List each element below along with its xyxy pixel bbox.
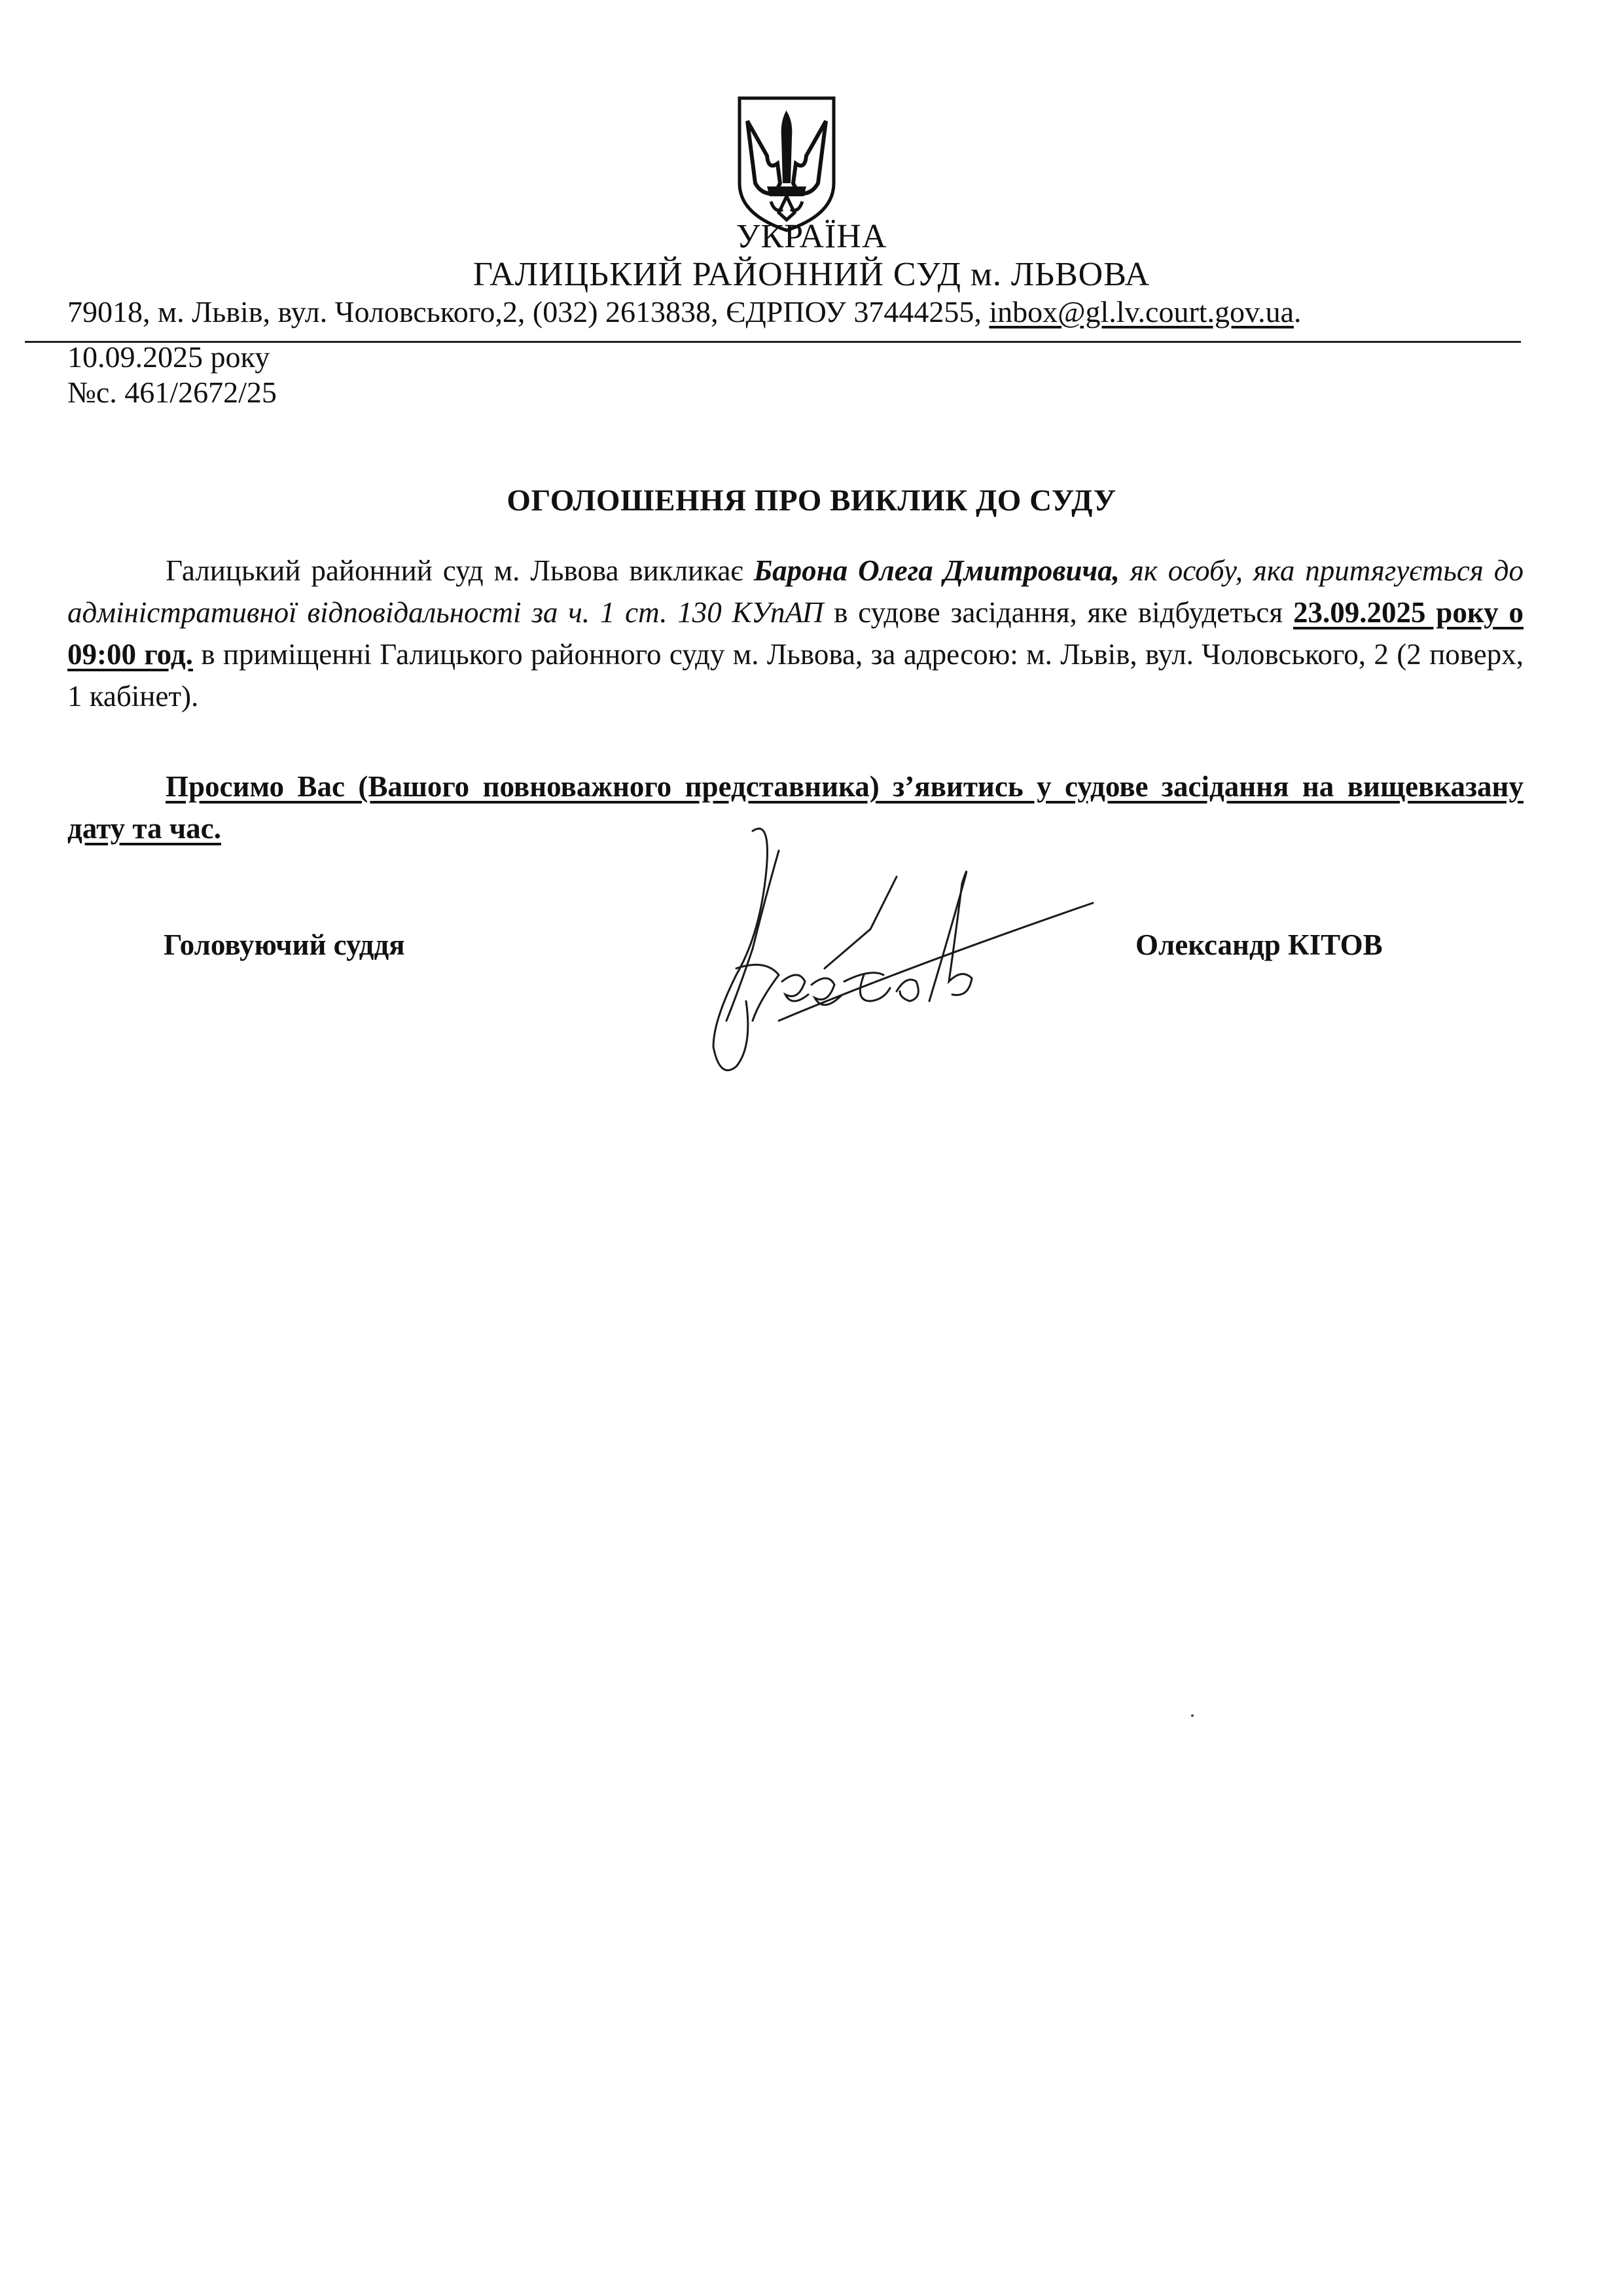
judge-name: Олександр КІТОВ [1135,928,1383,961]
summoned-person-name: Барона Олега Дмитровича, [753,554,1120,587]
p1-intro: Галицький районний суд м. Львова викликає [166,554,754,587]
p1-end: в приміщенні Галицького районного суду м. Львова, за адресою: м. Львів, вул. Чоловського, 2 (2 поверх, 1 кабінет). [67,638,1524,713]
summoned-person-role: як особу, яка притягується до адміністративної відповідальності за ч. 1 ст. 130 КУпАП [67,554,1524,629]
hearing-datetime: 23.09.2025 року о 09:00 год. [67,596,1524,671]
document-date: 10.09.2025 року [67,340,270,374]
p1-middle: в судове засідання, яке відбудеться [823,596,1293,629]
judge-label: Головуючий суддя [164,928,405,961]
address-end: . [1294,295,1302,328]
court-name: ГАЛИЦЬКИЙ РАЙОННИЙ СУД м. ЛЬВОВА [473,256,1150,293]
document-title: ОГОЛОШЕННЯ ПРО ВИКЛИК ДО СУДУ [507,484,1116,518]
summons-paragraph [67,550,1524,717]
scan-speck [1191,1714,1194,1717]
court-address-line [67,294,1560,329]
handwritten-signature [674,805,1106,1093]
case-number: №с. 461/2672/25 [67,376,277,409]
court-address: 79018, м. Львів, вул. Чоловського,2, (032) 2613838 [67,295,711,328]
address-separator: , ЄДРПОУ 37444255, [711,295,990,328]
court-email-link[interactable]: inbox@gl.lv.court.gov.ua [989,295,1294,328]
coat-of-arms-icon [728,85,846,236]
appearance-request: Просимо Вас (Вашого повноважного представника) з’явитись у судове засідання на вищевказану дату та час. [67,770,1524,845]
country-name: УКРАЇНА [736,218,887,255]
